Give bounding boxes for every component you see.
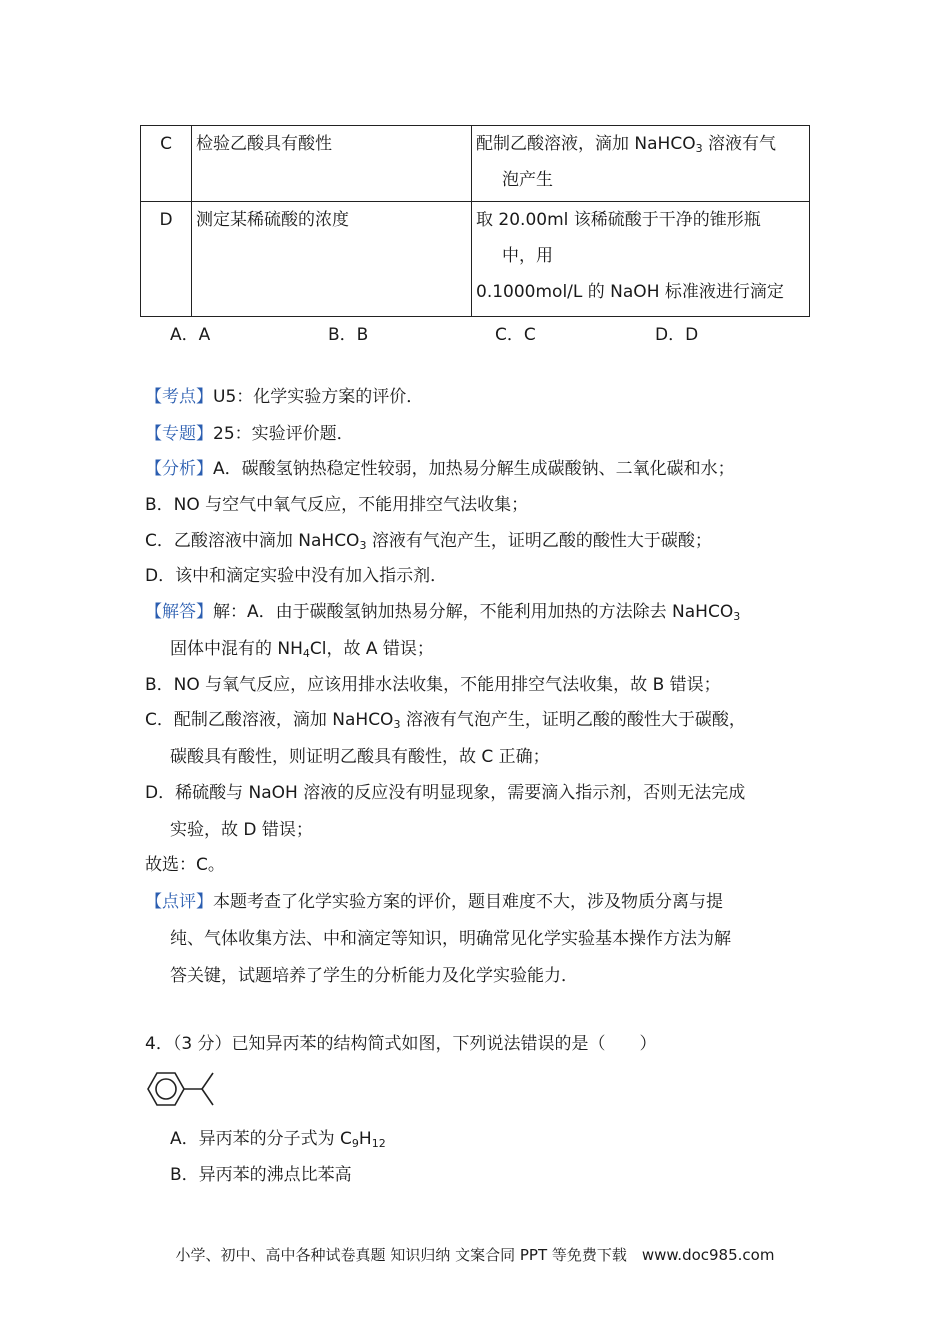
jieda-tag: 【解答】 — [145, 602, 213, 622]
isopropylbenzene-structure-icon — [143, 1067, 223, 1111]
fenxi-c: C．乙酸溶液中滴加 NaHCO$_3$ 溶液有气泡产生，证明乙酸的酸性大于碳酸； — [145, 531, 712, 552]
table-row — [141, 202, 810, 317]
jieda-d2: 实验，故 D 错误； — [170, 820, 313, 840]
fenxi-b: B．NO 与空气中氧气反应，不能用排空气法收集； — [145, 495, 529, 515]
jieda-a2: 固体中混有的 $NH_4Cl$，故 A 错误； — [170, 639, 434, 660]
jieda-c2: 碳酸具有酸性，则证明乙酸具有酸性，故 C 正确； — [170, 747, 550, 767]
conclusion: 故选：C。 — [145, 855, 225, 875]
option-d: D．D — [655, 325, 699, 345]
zhuanti-line: 【专题】25：实验评价题． — [145, 424, 354, 444]
question-4-stem: 4．（3 分）已知异丙苯的结构简式如图，下列说法错误的是（ ） — [145, 1034, 657, 1054]
row-purpose: 检验乙酸具有酸性 — [192, 126, 472, 202]
row-purpose: 测定某稀硫酸的浓度 — [192, 202, 472, 317]
option-b: B．B — [328, 325, 369, 345]
question-4-option-a: A．异丙苯的分子式为 $C_9H_{12}$ — [170, 1129, 386, 1150]
fenxi-line: 【分析】A．碳酸氢钠热稳定性较弱，加热易分解生成碳酸钠、二氧化碳和水； — [145, 459, 735, 479]
row-method: 配制乙酸溶液，滴加 NaHCO$_3$ 溶液有气 泡产生 — [472, 126, 810, 202]
zhuanti-tag: 【专题】 — [145, 424, 213, 444]
dianping-3: 答关键，试题培养了学生的分析能力及化学实验能力． — [170, 966, 578, 986]
table-row — [141, 126, 810, 202]
row-method: 取 20.00ml 该稀硫酸于干净的锥形瓶 中，用 0.1000mol/L 的 NaOH 标准液进行滴定 — [472, 202, 810, 317]
kaodian-tag: 【考点】 — [145, 387, 213, 407]
row-label: D — [141, 202, 192, 317]
option-a: A．A — [170, 325, 211, 345]
fenxi-d: D．该中和滴定实验中没有加入指示剂． — [145, 566, 448, 586]
dianping-1: 【点评】本题考查了化学实验方案的评价，题目难度不大，涉及物质分离与提 — [145, 892, 723, 912]
jieda-a1: 【解答】解：A．由于碳酸氢钠加热易分解，不能利用加热的方法除去 NaHCO$_3$ — [145, 602, 741, 623]
jieda-c1: C．配制乙酸溶液，滴加 NaHCO$_3$ 溶液有气泡产生，证明乙酸的酸性大于碳酸， — [145, 710, 746, 731]
fenxi-tag: 【分析】 — [145, 459, 213, 479]
kaodian-line: 【考点】U5：化学实验方案的评价． — [145, 387, 424, 407]
dianping-tag: 【点评】 — [145, 892, 213, 912]
dianping-2: 纯、气体收集方法、中和滴定等知识，明确常见化学实验基本操作方法为解 — [170, 929, 731, 949]
experiment-table — [140, 125, 810, 317]
page-footer: 小学、初中、高中各种试卷真题 知识归纳 文案合同 PPT 等免费下载 www.doc985.com — [175, 1246, 775, 1264]
question-4-option-b: B．异丙苯的沸点比苯高 — [170, 1165, 352, 1185]
row-label: C — [141, 126, 192, 202]
jieda-d1: D．稀硫酸与 NaOH 溶液的反应没有明显现象，需要滴入指示剂，否则无法完成 — [145, 783, 746, 803]
jieda-b: B．NO 与氧气反应，应该用排水法收集，不能用排空气法收集，故 B 错误； — [145, 675, 721, 695]
option-c: C．C — [495, 325, 536, 345]
